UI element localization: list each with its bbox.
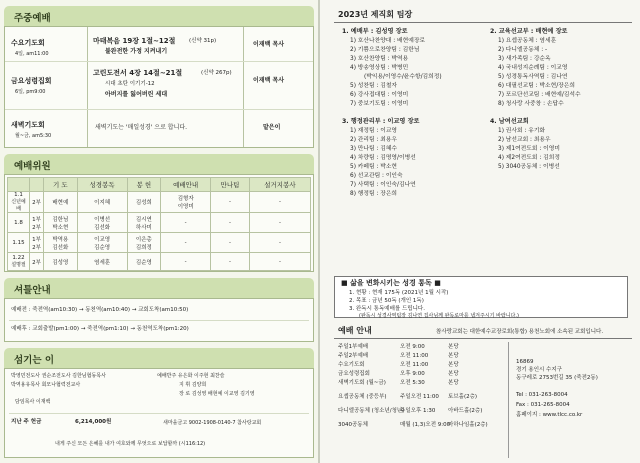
row-guide: - [161, 213, 211, 233]
row-svc: 1부 2부 [30, 213, 44, 233]
cabinet-line: 4) 차량팀 : 김명영/이병선 [350, 155, 416, 161]
reading-line1: 1. 현황 : 현재 175독 (2021년 1월 시작) [349, 290, 449, 296]
committee-table [7, 177, 311, 271]
row-read: 이병선 김선화 [77, 213, 127, 233]
cabinet-line: 3) 호산찬양팀 : 박역용 [350, 56, 409, 62]
shuttle-after: 예배후 : 교회출발(pm1:00) → 죽전역(pm1:10) → 동천역도착(pm1:20) [11, 326, 189, 332]
row-pray: 김성영 [44, 253, 78, 271]
worship-title: 주중예배 [4, 6, 314, 26]
schedule-time: 오전 11:00 [400, 362, 429, 368]
cabinet-line: 5) 성경통독사역팀 : 김나연 [498, 74, 568, 80]
cabinet-line: 1) 재정팀 : 이교영 [350, 128, 398, 134]
cabinet-line: 6) 대필선교팀 : 박소현/장은희 [498, 83, 575, 89]
committee-box [4, 174, 314, 272]
address-zip: 16869 [516, 359, 534, 365]
cabinet-line: 5) 성찬팀 : 김철자 [350, 83, 398, 89]
dawn-time: 월~금, am5:30 [15, 133, 52, 139]
schedule-place: 마하나임홀(2층) [448, 422, 488, 428]
reading-line3: 3. 완독시 통독예배를 드립니다. [349, 306, 425, 312]
cabinet-line: 1) 요셉공동체 : 염세훈 [498, 38, 557, 44]
cabinet-line: 6) 선교관팀 : 이인숙 [350, 173, 403, 179]
address-city: 경기 용인시 수지구 [516, 367, 563, 373]
schedule-name: 요셉공동체 (중등부) [338, 394, 387, 400]
shuttle-title: 셔틀안내 [4, 278, 314, 298]
budget-value: 6,214,000원 [75, 419, 112, 425]
row-svc: 2부 [30, 192, 44, 213]
row-dish: - [249, 213, 310, 233]
website-link[interactable]: 홈페이지 : www.tlcc.co.kr [516, 412, 583, 418]
row-date: 1.8 [8, 213, 30, 233]
right-page [320, 0, 640, 463]
wed-ref: (신약 31p) [189, 38, 217, 44]
cabinet-line: 2) 관리팀 : 최용우 [350, 137, 398, 143]
address-street: 동구레로 2753번길 35 (죽전2동) [516, 375, 598, 381]
servants-line1: 박영민전도사 권순조전도사 김한님협동목사 [11, 373, 106, 379]
schedule-name: 3040공동체 [338, 422, 368, 428]
row-sub: 신년예배 [11, 199, 26, 212]
schedule-place: 본당 [448, 371, 459, 377]
cabinet-line: 4) 국내성지순례팀 : 이교영 [498, 65, 568, 71]
row-read: 염세훈 [77, 253, 127, 271]
reading-title-text: 삶을 변화시키는 성경 통독 [350, 279, 432, 287]
shuttle-box [4, 298, 314, 342]
table-row [8, 192, 311, 213]
cabinet-line [490, 107, 581, 116]
row-date: 1.15 [8, 233, 30, 253]
cabinet-line: 8) 청사랑 사중창 : 손답수 [498, 101, 564, 107]
budget-label: 지난 주 헌금 [11, 419, 42, 425]
servants-box [4, 368, 314, 458]
row-pray: 박역용 김선화 [44, 233, 78, 253]
row-offer: 김순영 [127, 253, 161, 271]
row-date: 1.22 [12, 255, 25, 261]
cabinet-line: 7) 포르단선교팀 : 배현예/김석수 [498, 92, 581, 98]
cabinet-line: 5) 3040공동체 : 이병선 [498, 164, 560, 170]
row-manna: - [211, 192, 250, 213]
row-sub: 설명절 [11, 262, 26, 268]
info-desc: 참사랑교회는 대한예수교장로회(통합) 용천노회에 소속된 교회입니다. [436, 329, 604, 335]
schedule-time: 주일오전 11:00 [400, 394, 439, 400]
dawn-text: 새벽기도는 '매일성경' 으로 합니다. [95, 124, 188, 131]
fri-name: 금요성령집회 [11, 77, 52, 85]
cabinet-line: 3. 행정관리부 : 이교영 장로 [342, 118, 420, 125]
cabinet-column-1 [342, 26, 442, 197]
schedule-time: 주일오후 1:30 [400, 408, 436, 414]
reading-title: ■ 삶을 변화시키는 성경 통독 ■ [341, 279, 441, 287]
committee-header: 기 도 [44, 178, 78, 192]
row-guide: - [161, 233, 211, 253]
schedule-time: 오후 9:00 [400, 371, 425, 377]
cabinet-line: 7) 중보기도팀 : 이영미 [350, 101, 409, 107]
cabinet-line: 1. 예배부 : 김성영 장로 [342, 28, 408, 35]
fri-text: 고린도전서 4장 14절~21절 [93, 69, 183, 77]
reading-line2: 2. 목표 : 금년 50독 (개인 1독) [349, 298, 424, 304]
table-row [8, 213, 311, 233]
wed-time: 4일, am11:00 [15, 51, 49, 57]
row-dish: - [249, 253, 310, 271]
schedule-name: 다니엘공동체 (청소년/청년) [338, 408, 405, 414]
row-manna: - [211, 213, 250, 233]
cabinet-line: 2) 남선교회 : 최용우 [498, 137, 551, 143]
servants-roles2: 지 휘 김양희 [179, 382, 207, 388]
row-dish: - [249, 192, 310, 213]
table-row [8, 233, 311, 253]
cabinet-line: 2. 교육선교부 : 배현예 장로 [490, 28, 568, 35]
row-guide: 김형자 이영미 [161, 192, 211, 213]
bank-account: 새마을금고 9002-1908-0140-7 참사랑교회 [163, 420, 262, 426]
cabinet-line [342, 107, 442, 116]
row-date: 1.1 [14, 192, 23, 198]
servants-line2: 박역용유목사 회모나협력전교사 [11, 382, 81, 388]
cabinet-line: 5) 카페팀 : 박소현 [350, 164, 398, 170]
reading-line4: (완독시 성경사역팀장 김나연 집사님께 완독로마를 냅겨주시기 바랍니다.) [359, 313, 519, 319]
wed-text: 마태복음 19장 1절~12절 [93, 37, 176, 45]
servants-roles3: 장 로 김성영 배현예 이교영 김기영 [179, 391, 255, 397]
committee-header: 설거지봉사 [249, 178, 310, 192]
cabinet-line: 3) 만나팀 : 김혜수 [350, 146, 398, 152]
worship-box [4, 26, 314, 148]
fri-preacher: 이재백 목사 [253, 77, 285, 84]
row-pray: 김한님 박소현 [44, 213, 78, 233]
cabinet-line: 4) 방송영상팀 : 박병민 [350, 65, 409, 71]
row-pray: 배현예 [44, 192, 78, 213]
schedule-name: 수요기도회 [338, 362, 365, 368]
cabinet-line: 4. 남여선교회 [490, 118, 529, 125]
committee-title: 예배위원 [4, 154, 314, 174]
row-dish: - [249, 233, 310, 253]
cabinet-line: 4) 제2여전도회 : 김희정 [498, 155, 560, 161]
schedule-place: 본당 [448, 362, 459, 368]
schedule-name: 금요성령집회 [338, 371, 370, 377]
schedule-name: 주일2부예배 [338, 353, 369, 359]
cabinet-line: 8) 행정팀 : 장은희 [350, 191, 398, 197]
fri-time: 6일, pm9:00 [15, 89, 46, 95]
info-title: 예배 안내 [338, 326, 372, 335]
cabinet-line: 6) 강사접대팀 : 이영미 [350, 92, 409, 98]
table-row [8, 253, 311, 271]
fri-sermon: 아버지를 잃어버린 세대 [105, 91, 168, 98]
schedule-time: 오전 9:00 [400, 344, 425, 350]
fri-ref: (신약 267p) [201, 70, 232, 76]
row-svc: 1부 2부 [30, 233, 44, 253]
fri-series: 시대 초탄 이기기-12 [105, 81, 155, 87]
schedule-time: 매월 (1,3)오전 9:00 [400, 422, 451, 428]
row-read: 이지혜 [77, 192, 127, 213]
bible-verse: 내게 주신 모든 은혜를 내가 여호와께 무엇으로 보답할까 (시116:12) [55, 441, 206, 447]
row-guide: - [161, 253, 211, 271]
cabinet-line: 3) 새가족팀 : 강순옥 [498, 56, 551, 62]
servants-title: 섬기는 이 [4, 348, 314, 368]
committee-header: 만나팀 [211, 178, 250, 192]
cabinet-line: 2) 기쁨으로찬양팀 : 김한님 [350, 47, 420, 53]
schedule-time: 오전 5:30 [400, 380, 425, 386]
cabinet-line: 1) 권사회 : 유기화 [498, 128, 546, 134]
row-offer: 김시연 하사미 [127, 213, 161, 233]
schedule-place: 아바드홀(2층) [448, 408, 483, 414]
wed-sermon: 불완전한 가정 지켜내기 [105, 48, 168, 55]
schedule-name: 새벽기도회 (월~금) [338, 380, 386, 386]
cabinet-line: 7) 사택팀 : 이인숙/김나연 [350, 182, 416, 188]
committee-header: 예배안내 [161, 178, 211, 192]
cabinet-title: 2023년 제직회 팀장 [338, 10, 413, 19]
row-offer: 이은총 김희정 [127, 233, 161, 253]
servants-pastor: 담임목사 이재백 [15, 399, 51, 405]
cabinet-line: (박익용/이영수/윤수항/김희정) [364, 74, 442, 80]
schedule-place: 본당 [448, 380, 459, 386]
row-manna: - [211, 233, 250, 253]
row-manna: - [211, 253, 250, 271]
dawn-name: 새벽기도회 [11, 121, 45, 129]
committee-header: 성경봉독 [77, 178, 127, 192]
schedule-place: 토브홀(2층) [448, 394, 478, 400]
schedule-time: 오전 11:00 [400, 353, 429, 359]
cabinet-line: 3) 제1여전도회 : 이영미 [498, 146, 560, 152]
left-page [0, 0, 318, 463]
reading-box [334, 276, 628, 318]
schedule-place: 본당 [448, 344, 459, 350]
dawn-preacher: 맡은이 [263, 124, 281, 131]
phone-number: Tel : 031-263-8004 [516, 392, 568, 398]
wed-preacher: 이재백 목사 [253, 41, 285, 48]
committee-header: 봉 헌 [127, 178, 161, 192]
row-offer: 김성희 [127, 192, 161, 213]
fax-number: Fax : 031-265-8004 [516, 402, 570, 408]
row-read: 이교영 김순영 [77, 233, 127, 253]
cabinet-column-2 [490, 26, 581, 170]
cabinet-line: 1) 호산나찬양대 : 배현예장로 [350, 38, 426, 44]
servants-roles1: 예배반주 유은화 이주현 최찬슬 [157, 373, 225, 379]
schedule-name: 주일1부예배 [338, 344, 369, 350]
row-svc: 2부 [30, 253, 44, 271]
wed-name: 수요기도회 [11, 39, 45, 47]
schedule-place: 본당 [448, 353, 459, 359]
shuttle-morning: 예배전 : 죽전역(am10:30) → 동천역(am10:40) → 교회도착(am10:50) [11, 307, 189, 313]
cabinet-line: 2) 다니엘공동체 : - [498, 47, 548, 53]
